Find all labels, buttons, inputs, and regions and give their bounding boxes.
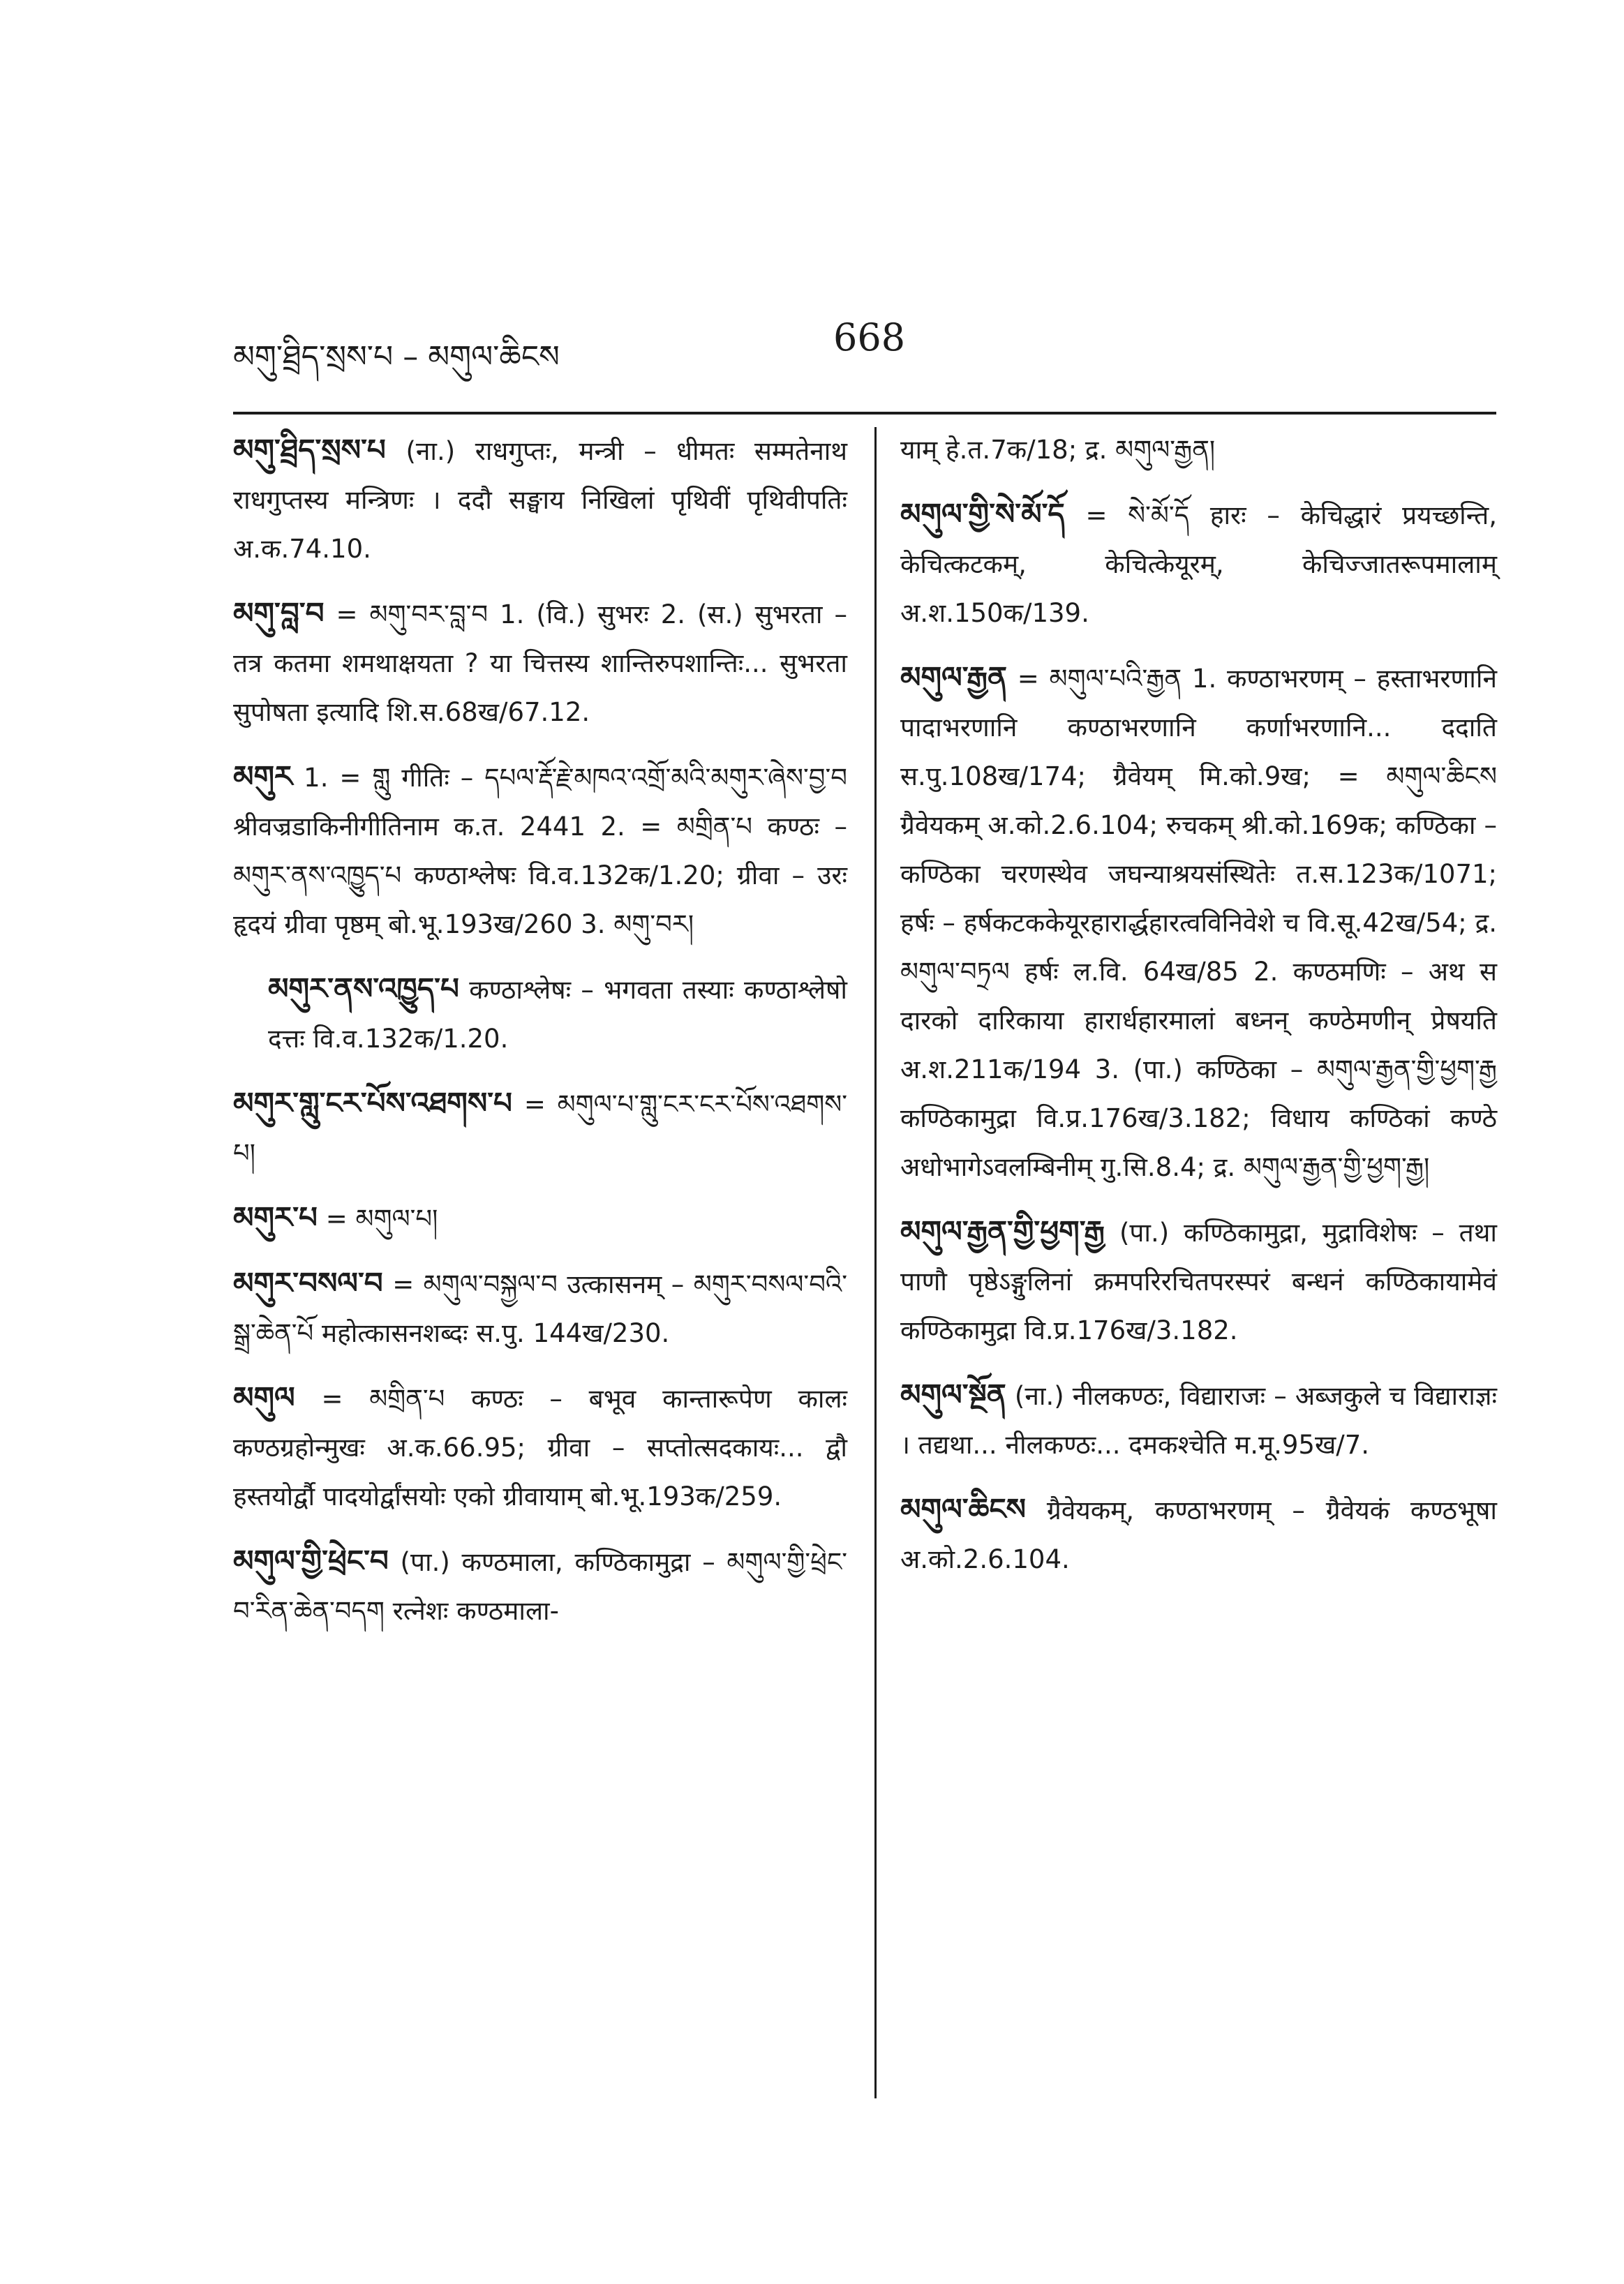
entry-text: = མགུལ་བསྐྱལ་བ उत्कासनम् – མགུར་བསལ་བའི་སྒྲ་ཆེན་པོ महोत्कासनशब्दः स.पु. 144ख/230. [233, 1269, 847, 1348]
entry-text: ग्रैवेयकम्, कण्ठाभरणम् – ग्रैवेयकं कण्ठभूषा अ.को.2.6.104. [900, 1495, 1497, 1574]
dictionary-entry [900, 653, 1497, 1192]
dictionary-entry [233, 752, 847, 949]
page-number: 668 [833, 315, 906, 359]
entry-headword: མགུལ [233, 1380, 295, 1415]
entry-text: = མགྲིན་པ कण्ठः – बभूव कान्तारूपेण कालः कण्ठग्रहोन्मुखः अ.क.66.95; ग्रीवा – सप्तोत्सदकायः... द्वौ हस्तयोर्द्वौ पादयोर्द्वांसयोः एको ग्रीवायाम् बो.भू.193क/259. [233, 1384, 847, 1512]
dictionary-entry [233, 1373, 847, 1521]
entry-headword: མགུལ་གྱི་ཕྲེང་བ [233, 1544, 389, 1578]
dictionary-subentry [233, 964, 847, 1063]
entry-headword: མགུ་ཐྲིད་སྲས་པ [233, 433, 386, 467]
running-head: མགུ་ཐྲིད་སྲས་པ – མགུལ་ཆིངས [233, 339, 560, 375]
dictionary-entry [900, 490, 1497, 638]
header-rule [233, 412, 1496, 415]
entry-text: याम् हे.त.7क/18; द्र. མགུལ་རྒྱན། [900, 435, 1216, 465]
entry-headword: མགུར [233, 759, 293, 793]
entry-headword: མགུར་ནས་འཁྱུད་པ [268, 971, 459, 1006]
entry-headword: མགུལ་སྔོན [900, 1378, 1006, 1412]
entry-text: = མགུ་བར་བླ་བ 1. (वि.) सुभरः 2. (स.) सुभरता – तत्र कतमा शमथाक्षयता ? या चित्तस्य शान्तिरुपशान्तिः... सुभरता सुपोषता इत्यादि शि.स.68ख/67.12. [233, 599, 847, 727]
entry-text: = མགུལ་པའི་རྒྱན 1. कण्ठाभरणम् – हस्ताभरणानि पादाभरणानि कण्ठाभरणानि कर्णाभरणानि... ददाति स.पु.108ख/174; ग्रैवेयम् मि.को.9ख; = མགུལ་ཆིངས ग्रैवेयकम् अ.को.2.6.104; रुचकम् श्री.को.169क; कण्ठिका – कण्ठिका चरणस्थेव जघन्याश्रयसंस्थितेः त.स.123क/1071; हर्षः – हर्षकटककेयूरहारार्द्धहारत्वविनिवेशे च वि.सू.42ख/54; द्र. མགུལ་བཏྲལ हर्षः ल.वि. 64ख/85 2. कण्ठमणिः – अथ स दारको दारिकाया हारार्धहारमालां बध्नन् कण्ठेमणीन् प्रेषयति अ.श.211क/194 3. (पा.) कण्ठिका – མགུལ་རྒྱན་གྱི་ཕྱག་རྒྱ कण्ठिकामुद्रा वि.प्र.176ख/3.182; विधाय कण्ठिकां कण्ठे अधोभागेऽवलम्बिनीम् गु.सि.8.4; द्र. མགུལ་རྒྱན་གྱི་ཕྱག་རྒྱ། [900, 664, 1497, 1182]
entry-headword: མགུལ་རྒྱན [900, 660, 1008, 694]
dictionary-entry [900, 1207, 1497, 1355]
right-column [900, 426, 1497, 1599]
entry-headword: མགུལ་གྱི་སེ་མོ་དོ [900, 497, 1065, 531]
entry-text: (ना.) राधगुप्तः, मन्त्री – धीमतः सम्मतेनाथ राधगुप्तस्य मन्त्रिणः । ददौ सङ्घाय निखिलां पृथिवीं पृथिवीपतिः अ.क.74.10. [233, 436, 847, 564]
entry-headword: མགུལ་ཆིངས [900, 1492, 1027, 1526]
dictionary-entry [900, 1371, 1497, 1470]
dictionary-entry [233, 1259, 847, 1358]
dictionary-entry [233, 1193, 847, 1244]
entry-text: 1. = གླུ गीतिः – དཔལ་རྡོ་རྗེ་མཁའ་འགྲོ་མའི་མགུར་ཞེས་བྱ་བ श्रीवज्रडाकिनीगीतिनाम क.त. 2441 2. = མགྲིན་པ कण्ठः – མགུར་ནས་འཁྱུད་པ कण्ठाश्लेषः वि.व.132क/1.20; ग्रीवा – उरः हृदयं ग्रीवा पृष्ठम् बो.भू.193ख/260 3. མགུ་བར། [233, 763, 848, 939]
entry-text: = སེ་མོ་དོ हारः – केचिद्धारं प्रयच्छन्ति, केचित्कटकम्, केचित्केयूरम्, केचिज्जातरूपमालाम् अ.श.150क/139. [900, 500, 1497, 628]
entry-text: (ना.) नीलकण्ठः, विद्याराजः – अब्जकुले च विद्याराज्ञः । तद्यथा... नीलकण्ठः... दमकश्चेति म.मू.95ख/7. [900, 1381, 1497, 1460]
entry-headword: མགུར་བསལ་བ [233, 1266, 383, 1300]
page-header [233, 315, 1496, 378]
entry-headword: མགུལ་རྒྱན་གྱི་ཕྱག་རྒྱ [900, 1214, 1105, 1248]
entry-headword: མགུར་གླུ་ངར་པོས་འཐགས་པ [233, 1086, 512, 1120]
entry-text: = མགུལ་པ་གླུ་ངར་ངར་པོས་འཐགས་པ། [233, 1089, 848, 1168]
entry-text: (पा.) कण्ठिकामुद्रा, मुद्राविशेषः – तथा पाणौ पृष्ठेऽङ्गुलिनां क्रमपरिरचितपरस्परं बन्धनं कण्ठिकायामेवं कण्ठिकामुद्रा वि.प्र.176ख/3.182. [900, 1218, 1498, 1345]
dictionary-entry [233, 589, 847, 737]
entry-text: (पा.) कण्ठमाला, कण्ठिकामुद्रा – མགུལ་གྱི་ཕྲེང་བ་རིན་ཆེན་བདག रत्नेशः कण्ठमाला- [233, 1547, 847, 1626]
dictionary-entry [233, 426, 847, 574]
entry-headword: མགུར་པ [233, 1200, 318, 1234]
entry-text: कण्ठाश्लेषः – भगवता तस्याः कण्ठाश्लेषो दत्तः वि.व.132क/1.20. [268, 975, 847, 1054]
entry-text: = མགུལ་པ། [325, 1204, 438, 1234]
dictionary-entry-continuation [900, 426, 1497, 475]
column-divider [874, 427, 877, 2098]
dictionary-entry [233, 1079, 847, 1178]
entry-headword: མགུ་བླ་བ [233, 596, 325, 630]
dictionary-entry [233, 1537, 847, 1636]
left-column [233, 426, 847, 1651]
dictionary-entry [900, 1485, 1497, 1584]
